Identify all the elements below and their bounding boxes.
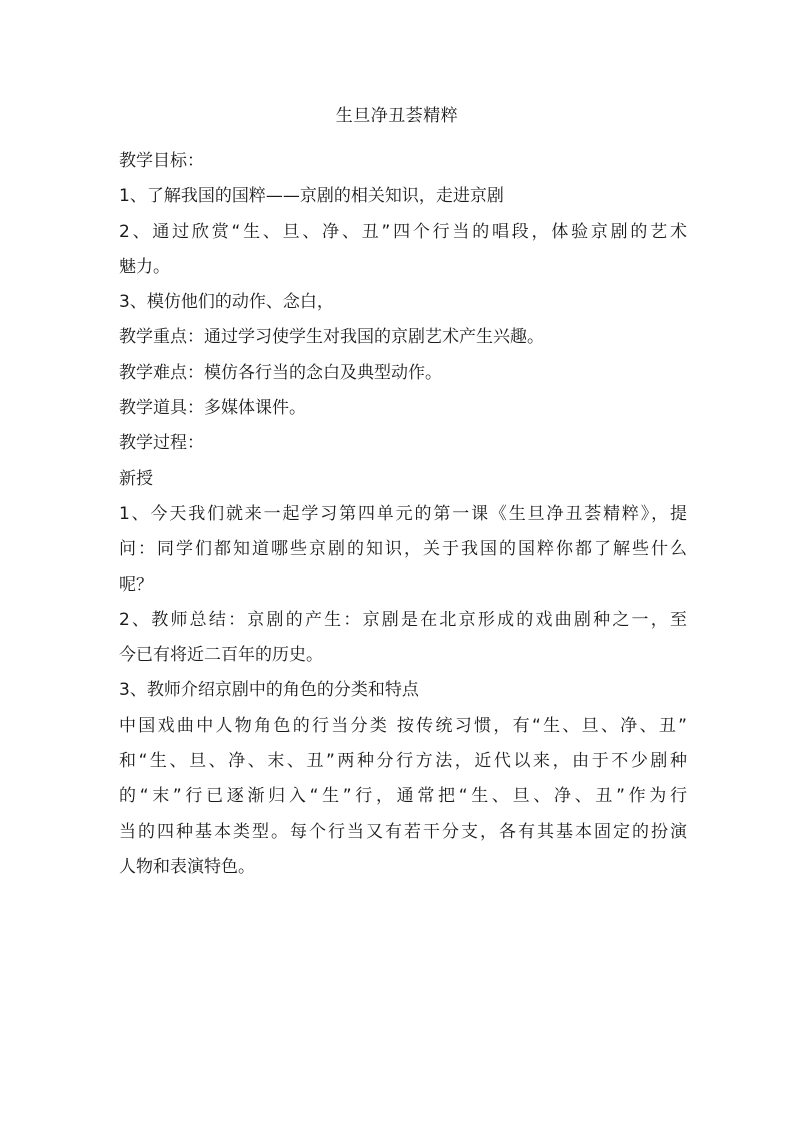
objective-3: 3、模仿他们的动作、念白，	[119, 292, 334, 313]
section-heading-process: 教学过程：	[119, 433, 204, 454]
step-2-line-2: 今已有将近二百年的历史。	[119, 645, 323, 666]
document-body	[119, 144, 687, 885]
step-2-line-1: 2、教师总结：京剧的产生：京剧是在北京形成的戏曲剧种之一，至	[119, 609, 687, 630]
step-3: 3、教师介绍京剧中的角色的分类和特点	[119, 680, 419, 701]
step-1-line-3: 呢？	[119, 574, 153, 595]
section-heading-new-lesson: 新授	[119, 468, 153, 489]
teaching-props: 教学道具：多媒体课件。	[119, 398, 306, 419]
objective-2-line-1: 2、通过欣赏“生、旦、净、丑”四个行当的唱段，体验京剧的艺术	[119, 221, 687, 242]
paragraph-line-4: 当的四种基本类型。每个行当又有若干分支，各有其基本固定的扮演	[119, 821, 687, 842]
document-title: 生旦净丑荟精粹	[335, 106, 459, 126]
paragraph-line-1: 中国戏曲中人物角色的行当分类 按传统习惯，有“生、旦、净、丑”	[119, 715, 687, 736]
teaching-difficulty: 教学难点：模仿各行当的念白及典型动作。	[119, 362, 442, 383]
step-1-line-1: 1、今天我们就来一起学习第四单元的第一课《生旦净丑荟精粹》，提	[119, 503, 687, 524]
teaching-focus: 教学重点：通过学习使学生对我国的京剧艺术产生兴趣。	[119, 327, 544, 348]
paragraph-line-2: 和“生、旦、净、末、丑”两种分行方法，近代以来，由于不少剧种	[119, 751, 687, 772]
section-heading-objectives: 教学目标：	[119, 151, 204, 171]
paragraph-line-5: 人物和表演特色。	[119, 856, 255, 877]
step-1-line-2: 问：同学们都知道哪些京剧的知识，关于我国的国粹你都了解些什么	[119, 539, 687, 560]
objective-1: 1、了解我国的国粹——京剧的相关知识，走进京剧	[119, 186, 504, 207]
objective-2-line-2: 魅力。	[119, 256, 170, 277]
paragraph-line-3: 的“末”行已逐渐归入“生”行，通常把“生、旦、净、丑”作为行	[119, 786, 687, 807]
